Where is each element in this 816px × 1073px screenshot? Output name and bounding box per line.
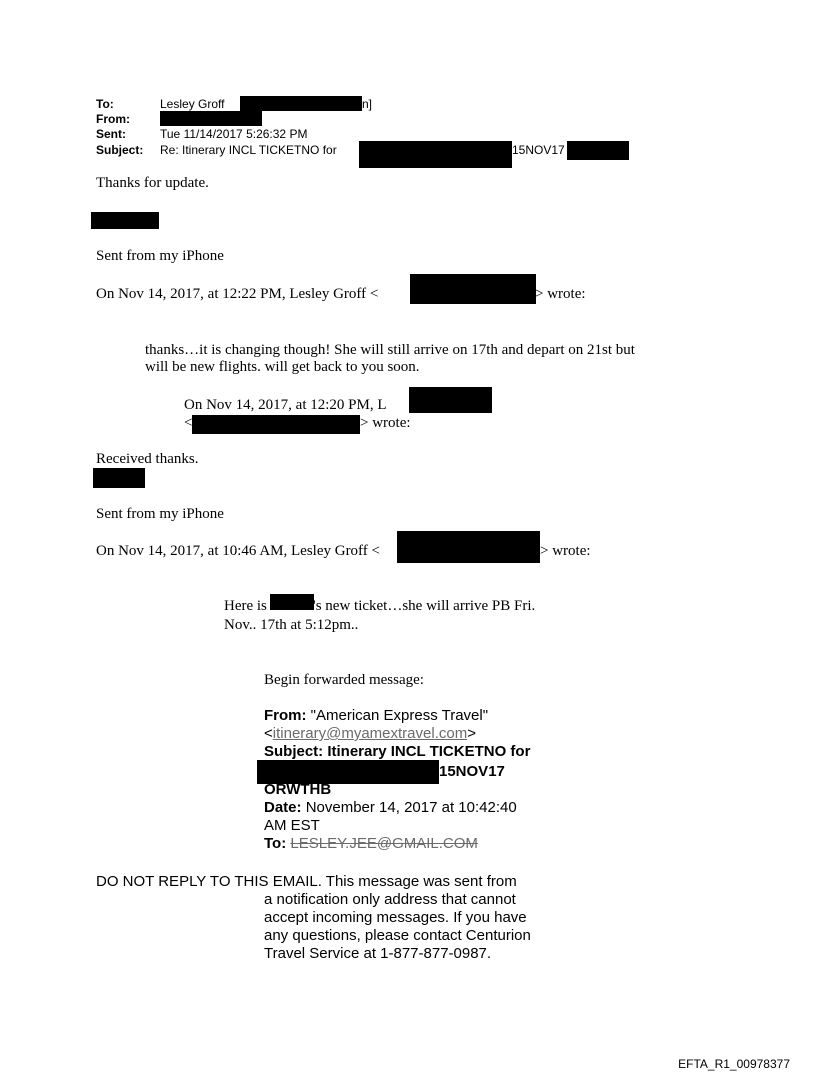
from-label: From: <box>96 112 130 126</box>
notice-line: any questions, please contact Centurion <box>264 927 531 944</box>
redaction-box <box>160 111 262 126</box>
sent-label: Sent: <box>96 127 126 141</box>
quote-header: On Nov 14, 2017, at 12:22 PM, Lesley Groff < <box>96 286 379 302</box>
redaction-box <box>397 531 540 563</box>
redaction-box <box>91 212 159 229</box>
subject-suffix: 15NOV17 <box>512 143 565 157</box>
quote-header: On Nov 14, 2017, at 12:20 PM, L <box>184 397 387 413</box>
reply-body: Received thanks. <box>96 451 199 467</box>
redaction-box <box>192 415 360 434</box>
quoted-line: 's new ticket…she will arrive PB Fri. <box>313 598 536 614</box>
forwarded-from-label: From: <box>264 707 307 724</box>
forwarded-from-value: "American Express Travel" <box>310 707 489 724</box>
forwarded-intro: Begin forwarded message: <box>264 672 424 688</box>
quoted-line: thanks…it is changing though! She will still arrive on 17th and depart on 21st but <box>145 342 635 358</box>
redaction-box <box>567 141 629 160</box>
forwarded-subject-line3: ORWTHB <box>264 781 332 798</box>
redaction-box <box>409 387 492 413</box>
forwarded-date <box>264 799 517 817</box>
to-suffix: n] <box>362 97 373 111</box>
notice-line: a notification only address that cannot <box>264 891 516 908</box>
redaction-box <box>240 96 362 111</box>
quoted-line: Here is <box>224 598 267 614</box>
notice-line: accept incoming messages. If you have <box>264 909 527 926</box>
to-value: Lesley Groff <box>160 97 225 111</box>
notice-line: DO NOT REPLY TO THIS EMAIL. This message was sent from <box>96 873 517 890</box>
subject-label: Subject: <box>96 143 144 157</box>
redaction-box <box>93 468 145 488</box>
notice-line: Travel Service at 1-877-877-0987. <box>264 945 492 962</box>
signature: Sent from my iPhone <box>96 248 224 264</box>
forwarded-date-value: November 14, 2017 at 10:42:40 <box>305 799 517 816</box>
redaction-box <box>270 594 314 610</box>
quoted-line: will be new flights. will get back to you soon. <box>145 359 420 375</box>
quote-header-suffix: > wrote: <box>540 543 591 559</box>
sender-email-link[interactable]: itinerary@myamextravel.com <box>272 725 468 742</box>
to-label: To: <box>96 97 114 111</box>
quote-header: On Nov 14, 2017, at 10:46 AM, Lesley Groff < <box>96 543 380 559</box>
forwarded-to-label: To: <box>264 835 287 852</box>
sent-value: Tue 11/14/2017 5:26:32 PM <box>160 127 308 141</box>
subject-value: Re: Itinerary INCL TICKETNO for <box>160 143 337 157</box>
angle-close: > <box>467 725 476 742</box>
reply-body: Thanks for update. <box>96 175 209 191</box>
document-id: EFTA_R1_00978377 <box>678 1057 790 1071</box>
quote-header-open: < <box>184 415 193 431</box>
forwarded-email-line <box>264 725 476 743</box>
recipient-email-link[interactable]: LESLEY.JEE@GMAIL.COM <box>290 835 478 852</box>
forwarded-date-label: Date: <box>264 799 302 816</box>
quote-header-suffix: > wrote: <box>360 415 411 431</box>
forwarded-subject-line2: 15NOV17 <box>439 763 505 780</box>
angle-open: < <box>264 725 273 742</box>
quote-header-suffix: > wrote: <box>535 286 586 302</box>
redaction-box <box>410 274 536 304</box>
forwarded-from <box>264 707 488 725</box>
signature: Sent from my iPhone <box>96 506 224 522</box>
redaction-box <box>359 141 512 168</box>
forwarded-to <box>264 835 478 853</box>
quoted-line: Nov.. 17th at 5:12pm.. <box>224 617 359 633</box>
forwarded-date-line2: AM EST <box>264 817 320 834</box>
forwarded-subject: Subject: Itinerary INCL TICKETNO for <box>264 743 531 760</box>
